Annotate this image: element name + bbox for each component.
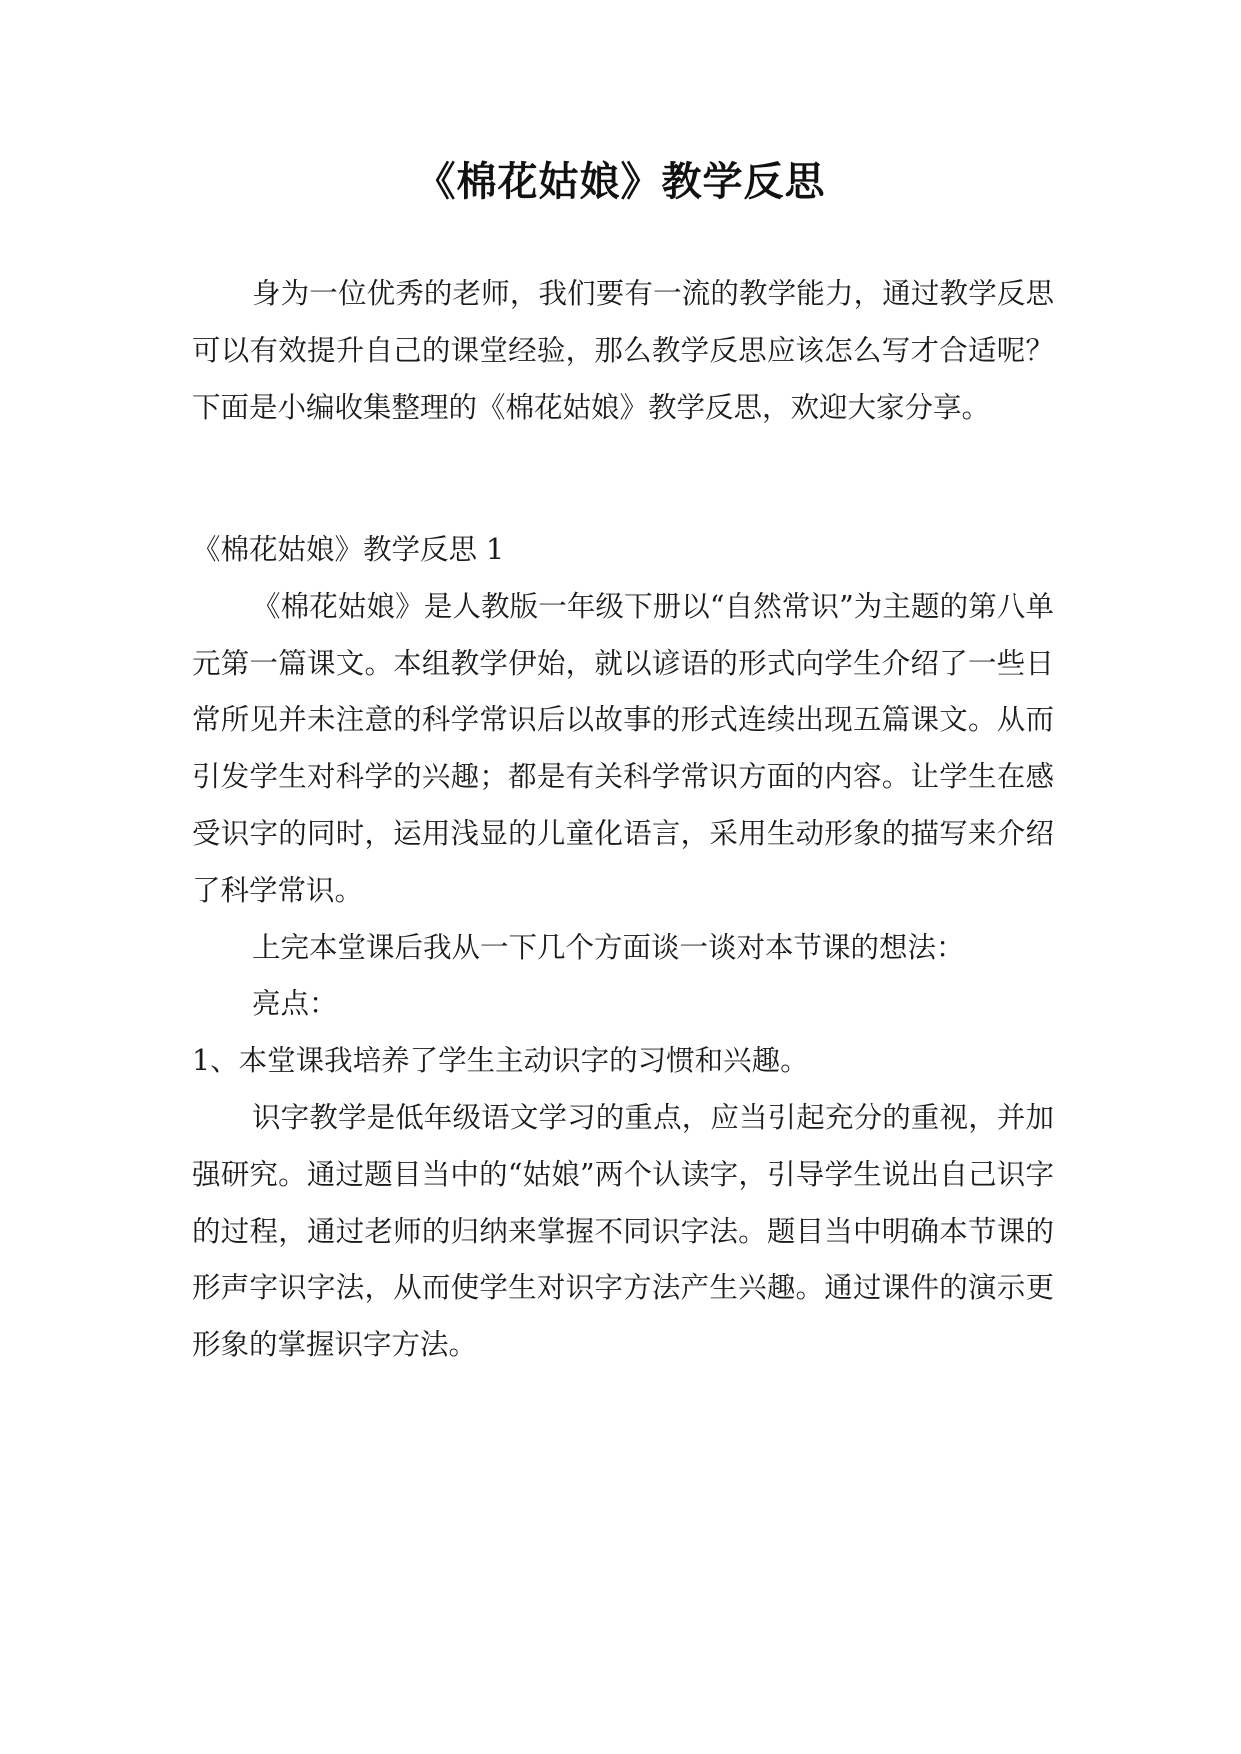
highlights-label: 亮点：: [252, 987, 338, 1021]
document-title: 《棉花姑娘》教学反思: [415, 159, 826, 205]
intro-block: [192, 266, 1054, 436]
body-paragraph: 识字教学是低年级语文学习的重点，应当引起充分的重视，并加强研究。通过题目当中的“姑娘”两个认读字，引导学生说出自己识字的过程，通过老师的归纳来掌握不同识字法。题目当中明确本节课的形声字识字法，从而使学生对识字方法产生兴趣。通过课件的演示更形象的掌握识字方法。: [192, 1100, 1054, 1362]
body-paragraph: 上完本堂课后我从一下几个方面谈一谈对本节课的想法：: [252, 930, 965, 964]
list-item: 1、本堂课我培养了学生主动识字的习惯和兴趣。: [192, 1044, 809, 1078]
section-heading: 《棉花姑娘》教学反思 1: [192, 533, 505, 566]
intro-paragraph: 身为一位优秀的老师，我们要有一流的教学能力，通过教学反思可以有效提升自己的课堂经验，那么教学反思应该怎么写才合适呢？下面是小编收集整理的《棉花姑娘》教学反思，欢迎大家分享。: [192, 277, 1054, 424]
body-paragraph: 《棉花姑娘》是人教版一年级下册以“自然常识”为主题的第八单元第一篇课文。本组教学伊始，就以谚语的形式向学生介绍了一些日常所见并未注意的科学常识后以故事的形式连续出现五篇课文。从而引发学生对科学的兴趣；都是有关科学常识方面的内容。让学生在感受识字的同时，运用浅显的儿童化语言，采用生动形象的描写来介绍了科学常识。: [192, 589, 1054, 907]
section-block: [192, 522, 1054, 1374]
